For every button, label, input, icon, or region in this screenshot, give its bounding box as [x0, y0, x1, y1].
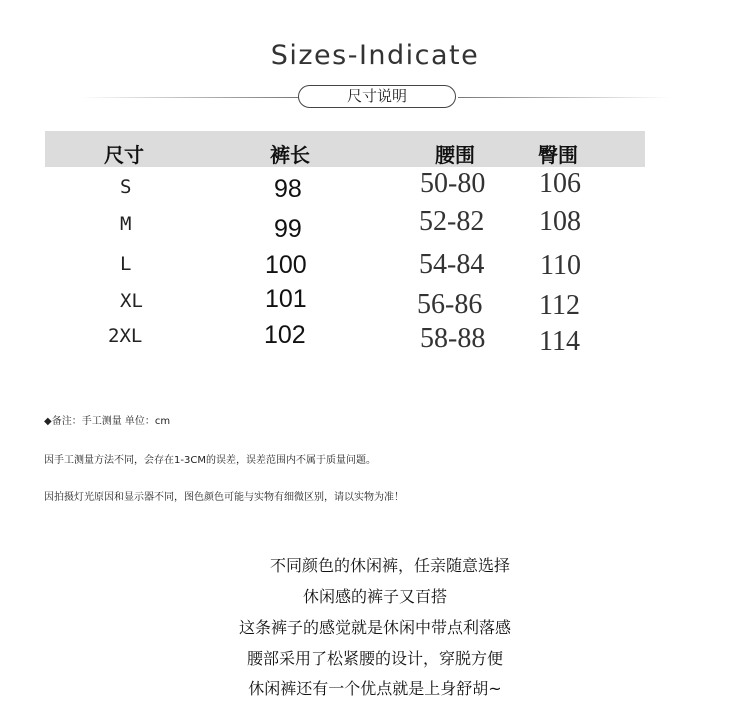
waist-cell: 56-86 — [417, 289, 483, 320]
hip-cell: 106 — [539, 168, 581, 199]
length-cell: 101 — [265, 285, 307, 313]
size-cell: M — [120, 213, 132, 235]
column-header-waist: 腰围 — [435, 143, 475, 167]
column-header-hip: 臀围 — [538, 143, 578, 167]
description-line: 休闲裤还有一个优点就是上身舒胡~ — [248, 679, 502, 698]
column-header-size: 尺寸 — [104, 143, 144, 167]
size-cell: XL — [120, 290, 143, 312]
remark-note: ◆备注：手工测量 单位：cm — [44, 416, 171, 427]
waist-cell: 58-88 — [420, 323, 486, 354]
waist-cell: 54-84 — [419, 249, 485, 280]
description-line: 休闲感的裤子又百搭 — [302, 587, 447, 606]
subtitle-badge: 尺寸说明 — [298, 85, 456, 108]
description-line: 这条裤子的感觉就是休闲中带点利落感 — [238, 618, 511, 637]
page-title: Sizes-Indicate — [270, 40, 480, 71]
hip-cell: 108 — [539, 206, 581, 237]
hip-cell: 114 — [539, 326, 580, 357]
divider-right — [458, 97, 670, 98]
length-cell: 99 — [274, 215, 302, 243]
divider-left — [80, 97, 298, 98]
size-cell: L — [120, 253, 132, 275]
size-cell: 2XL — [108, 325, 143, 347]
hip-cell: 112 — [539, 290, 580, 321]
waist-cell: 52-82 — [419, 206, 485, 237]
description-line: 腰部采用了松紧腰的设计，穿脱方便 — [246, 649, 503, 668]
description-line: 不同颜色的休闲裤，任亲随意选择 — [269, 556, 510, 575]
length-cell: 98 — [274, 175, 302, 203]
color-note: 因拍摄灯光原因和显示器不同，图色颜色可能与实物有细微区别，请以实物为准！ — [44, 492, 404, 503]
length-cell: 100 — [265, 251, 307, 279]
waist-cell: 50-80 — [420, 168, 486, 199]
measurement-note: 因手工测量方法不同，会存在1-3CM的误差，误差范围内不属于质量问题。 — [44, 455, 376, 466]
hip-cell: 110 — [540, 250, 581, 281]
column-header-length: 裤长 — [270, 143, 310, 167]
size-cell: S — [120, 176, 132, 198]
length-cell: 102 — [264, 321, 306, 349]
